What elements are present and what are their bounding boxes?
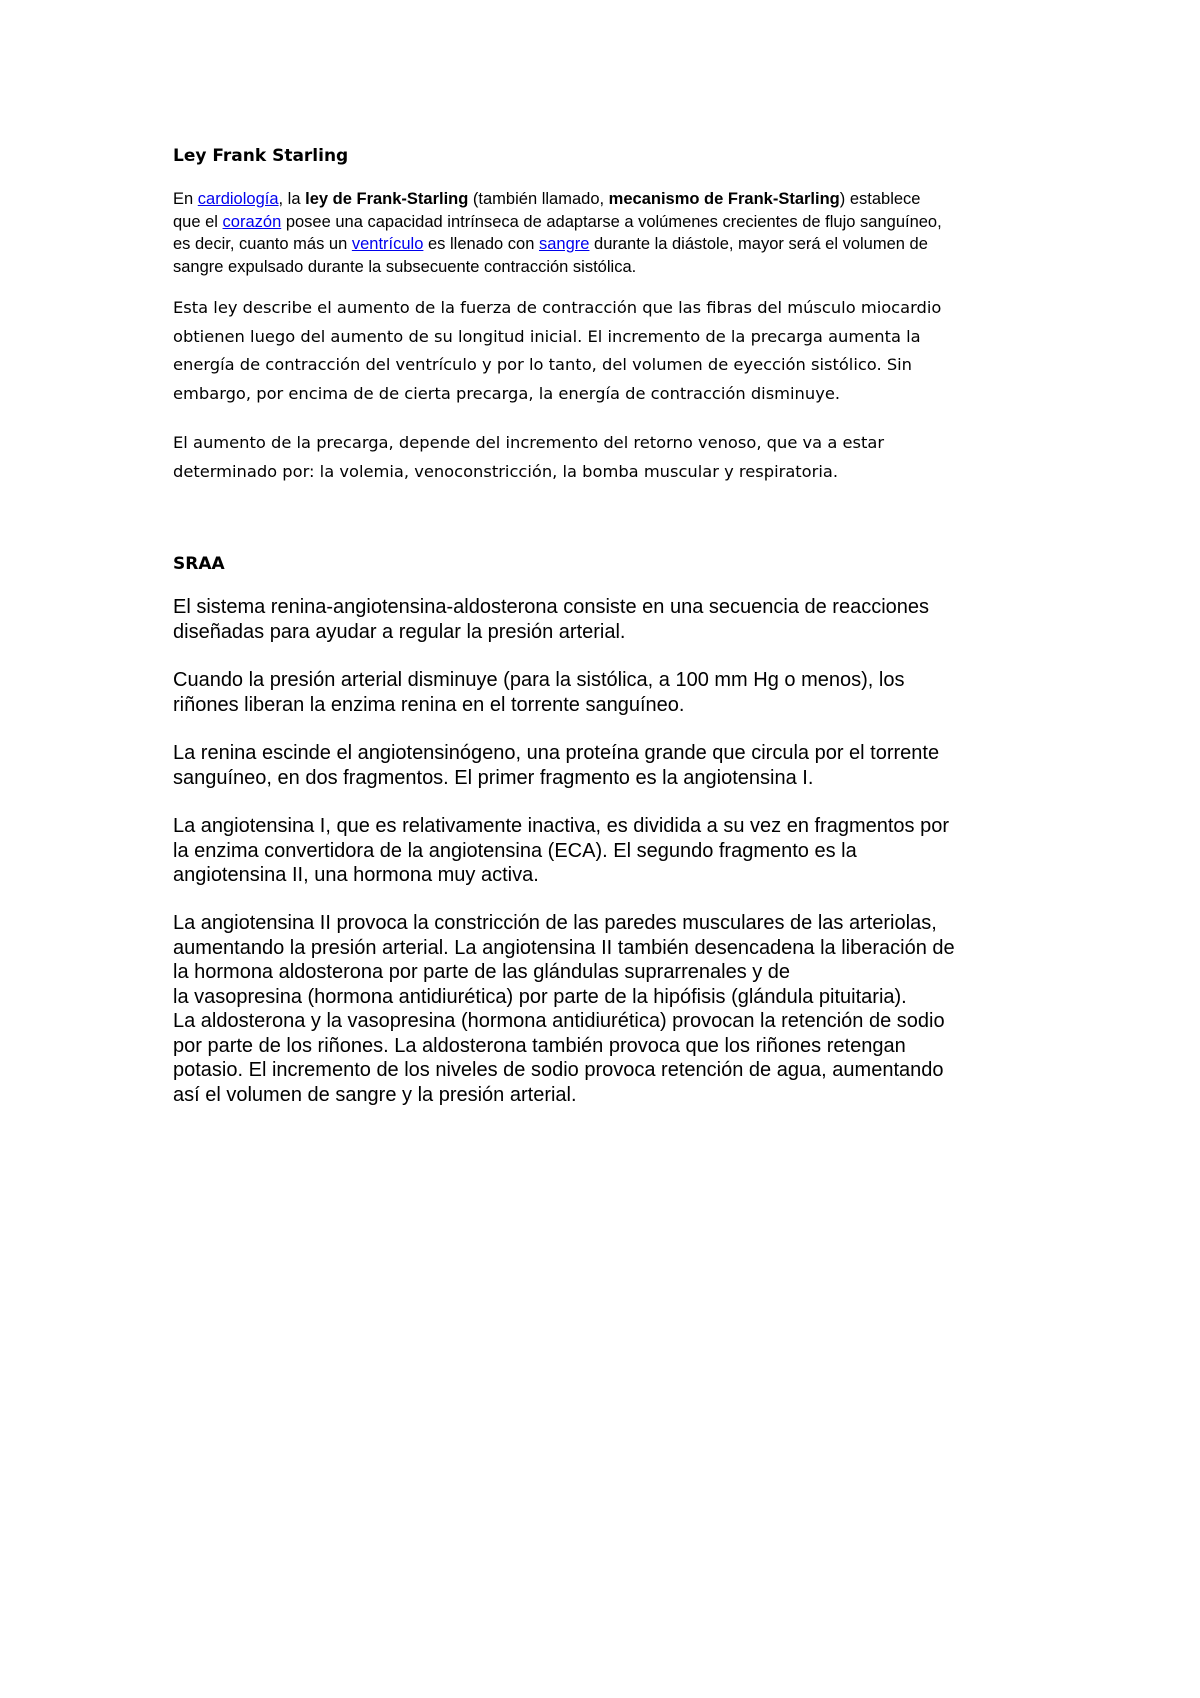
text-line: diseñadas para ayudar a regular la presión arterial. [173, 620, 626, 643]
text-line: La angiotensina II provoca la constricción de las paredes musculares de las arteriolas, [173, 912, 937, 934]
text-line [173, 233, 1033, 256]
text-line: angiotensina II, una hormona muy activa. [173, 864, 539, 886]
sraa-paragraph-1 [173, 595, 1033, 644]
text-line: Cuando la presión arterial disminuye (para la sistólica, a 100 mm Hg o menos), los [173, 669, 905, 691]
text-line: embargo, por encima de de cierta precarga, la energía de contracción disminuye. [173, 383, 841, 403]
sraa-paragraph-4 [173, 814, 1033, 888]
text-run: posee una capacidad intrínseca de adaptarse a volúmenes crecientes de flujo sanguíneo, [281, 212, 942, 231]
text-run: es decir, cuanto más un [173, 235, 352, 253]
text-line: obtienen luego del aumento de su longitud inicial. El incremento de la precarga aumenta la [173, 326, 921, 346]
sraa-paragraph-2 [173, 668, 1033, 717]
sraa-paragraph-5 [173, 911, 1033, 1107]
text-run: durante la diástole, mayor será el volumen de [589, 235, 928, 253]
text-line: por parte de los riñones. La aldosterona también provoca que los riñones retengan [173, 1034, 906, 1057]
text-line [173, 211, 1033, 234]
text-line: sanguíneo, en dos fragmentos. El primer fragmento es la angiotensina I. [173, 766, 814, 789]
text-line: así el volumen de sangre y la presión arterial. [173, 1083, 577, 1106]
text-run: En [173, 190, 198, 208]
link-corazon[interactable]: corazón [222, 212, 282, 231]
text-run: (también llamado, [468, 190, 609, 208]
link-sangre[interactable]: sangre [539, 235, 590, 253]
bold-term: mecanismo de Frank-Starling [608, 190, 840, 208]
text-line: La renina escinde el angiotensinógeno, una proteína grande que circula por el torrente [173, 742, 940, 764]
text-line: Esta ley describe el aumento de la fuerza de contracción que las fibras del músculo miocardio [173, 298, 942, 317]
link-cardiologia[interactable]: cardiología [197, 190, 279, 208]
sraa-heading: SRAA [173, 554, 225, 574]
sraa-paragraph-3 [173, 741, 1033, 790]
text-line: La aldosterona y la vasopresina (hormona antidiurética) provocan la retención de sodio [173, 1010, 945, 1032]
text-line: la vasopresina (hormona antidiurética) por parte de la hipófisis (glándula pituitaria). [173, 985, 907, 1008]
text-line: energía de contracción del ventrículo y por lo tanto, del volumen de eyección sistólico. Sin [173, 355, 912, 374]
frank-starling-heading: Ley Frank Starling [173, 146, 349, 166]
text-line: riñones liberan la enzima renina en el torrente sanguíneo. [173, 693, 685, 716]
frank-paragraph-1 [173, 188, 1033, 278]
text-run: es llenado con [423, 235, 539, 253]
link-ventriculo[interactable]: ventrículo [351, 235, 424, 253]
text-line: la enzima convertidora de la angiotensina (ECA). El segundo fragmento es la [173, 839, 857, 862]
text-run: que el [173, 212, 223, 231]
text-run: ) establece [839, 190, 921, 208]
text-line: La angiotensina I, que es relativamente inactiva, es dividida a su vez en fragmentos por [173, 815, 950, 837]
text-run: , la [278, 190, 306, 208]
text-line: potasio. El incremento de los niveles de sodio provoca retención de agua, aumentando [173, 1059, 944, 1081]
frank-paragraph-3 [173, 429, 1033, 486]
text-line: sangre expulsado durante la subsecuente contracción sistólica. [173, 257, 637, 276]
text-line [173, 188, 1033, 211]
text-line: El sistema renina-angiotensina-aldosterona consiste en una secuencia de reacciones [173, 596, 930, 618]
text-line: aumentando la presión arterial. La angiotensina II también desencadena la liberación de [173, 936, 955, 959]
text-line: determinado por: la volemia, venoconstricción, la bomba muscular y respiratoria. [173, 461, 839, 481]
frank-paragraph-2 [173, 294, 1033, 408]
text-line: la hormona aldosterona por parte de las glándulas suprarrenales y de [173, 961, 791, 983]
text-line: El aumento de la precarga, depende del incremento del retorno venoso, que va a estar [173, 433, 885, 452]
bold-term: ley de Frank-Starling [305, 190, 469, 208]
